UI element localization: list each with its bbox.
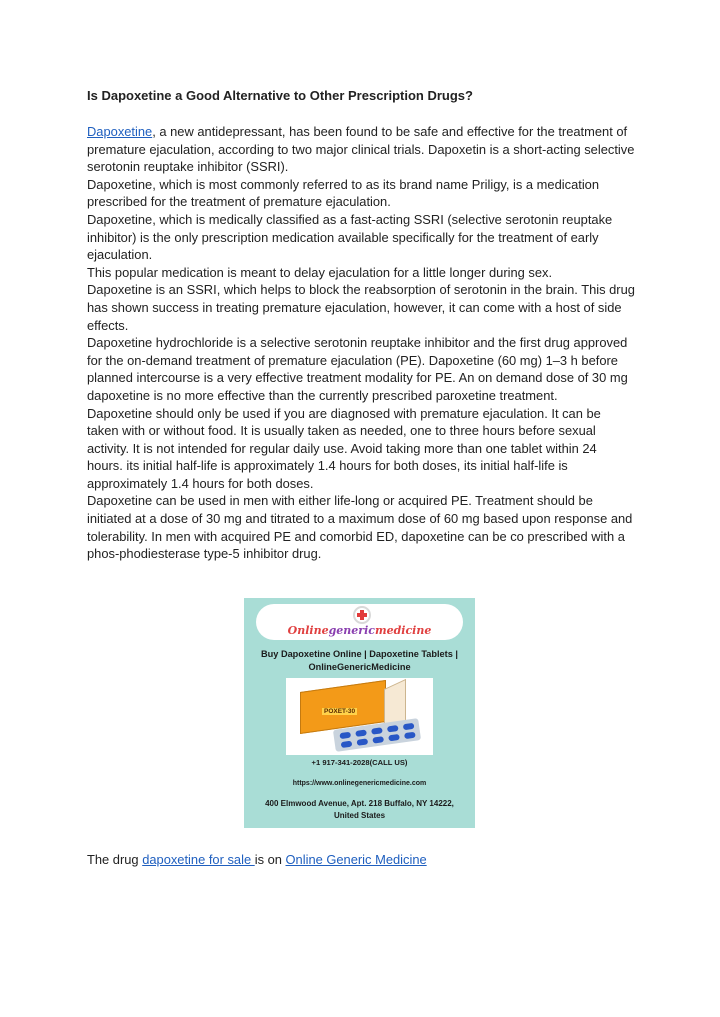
product-photo	[286, 678, 433, 755]
medical-cross-icon	[353, 606, 371, 624]
footer-prefix: The drug	[87, 852, 143, 867]
advertisement-image	[244, 598, 475, 828]
tablet	[371, 727, 383, 734]
tablet	[388, 734, 400, 741]
ad-phone: +1 917-341-2028(CALL US)	[311, 758, 408, 767]
ad-address	[252, 798, 467, 822]
paragraph: Dapoxetine should only be used if you are diagnosed with premature ejaculation. It can be taken with or without food. It is usually taken as needed, one to three hours before sexual activity. It is not intended for regular daily use. Avoid taking more than one tablet within 24 hours. its initial half-life is approximately 1.4 hours for both doses, its initial half-life is approximately 1.4 hours for both doses.	[87, 405, 601, 491]
paragraph: This popular medication is meant to delay ejaculation for a little longer during sex.	[87, 264, 553, 280]
tablet	[356, 738, 368, 745]
document-body	[87, 87, 635, 563]
page-title: Is Dapoxetine a Good Alternative to Other Prescription Drugs?	[87, 88, 473, 103]
brand-logo	[256, 604, 463, 640]
footer-line	[87, 851, 427, 868]
dapoxetine-for-sale-link[interactable]: dapoxetine for sale	[142, 852, 255, 867]
intro-paragraph	[87, 123, 635, 176]
tablet	[372, 736, 384, 743]
paragraph: Dapoxetine hydrochloride is a selective serotonin reuptake inhibitor and the first drug approved for the on-demand treatment of premature ejaculation (PE). Dapoxetine (60 mg) 1–3 h before planned intercourse is a very effective treatment modality for PE. An on demand dose of 30 mg dapoxetine is no more effective than the currently prescribed paroxetine treatment.	[87, 335, 628, 403]
intro-text: , a new antidepressant, has been found to be safe and effective for the treatment of premature ejaculation, according to two major clinical trials. Dapoxetin is a short-acting selective serotonin reuptake inhibitor (SSRI).	[87, 124, 635, 175]
ad-url: https://www.onlinegenericmedicine.com	[292, 780, 427, 787]
ad-address-line: 400 Elmwood Avenue, Apt. 218 Buffalo, NY 14222,	[265, 799, 454, 808]
footer-middle: is on	[254, 852, 286, 867]
article-text	[87, 123, 635, 563]
box-label: POXET-30	[324, 708, 356, 715]
ad-headline	[248, 648, 471, 674]
dapoxetine-link[interactable]: Dapoxetine	[87, 124, 153, 139]
ad-address-line: United States	[333, 811, 386, 820]
ad-headline-line: OnlineGenericMedicine	[308, 662, 411, 672]
ad-headline-line: Buy Dapoxetine Online | Dapoxetine Tablets |	[261, 649, 458, 659]
paragraph: Dapoxetine, which is most commonly referred to as its brand name Priligy, is a medication prescribed for the treatment of premature ejaculation.	[87, 176, 600, 210]
brand-name: Onlinegenericmedicine	[287, 624, 432, 637]
tablet	[341, 741, 353, 748]
paragraph: Dapoxetine, which is medically classified as a fast-acting SSRI (selective serotonin reuptake inhibitor) is the only prescription medication available specifically for the treatment of early ejaculation.	[87, 211, 613, 263]
online-generic-medicine-link[interactable]: Online Generic Medicine	[285, 852, 427, 867]
tablet	[403, 723, 415, 730]
tablet	[355, 729, 367, 736]
tablet	[339, 732, 351, 739]
paragraph: Dapoxetine is an SSRI, which helps to block the reabsorption of serotonin in the brain. This drug has shown success in treating premature ejaculation, however, it can come with a host of side effects.	[87, 282, 635, 333]
tablet	[404, 732, 416, 739]
paragraph: Dapoxetine can be used in men with either life-long or acquired PE. Treatment should be initiated at a dose of 30 mg and titrated to a maximum dose of 60 mg based upon response and tolerability. In men with acquired PE and comorbid ED, dapoxetine can be co prescribed with a phos-phodiesterase type-5 inhibitor drug.	[87, 493, 633, 562]
tablet	[387, 725, 399, 732]
